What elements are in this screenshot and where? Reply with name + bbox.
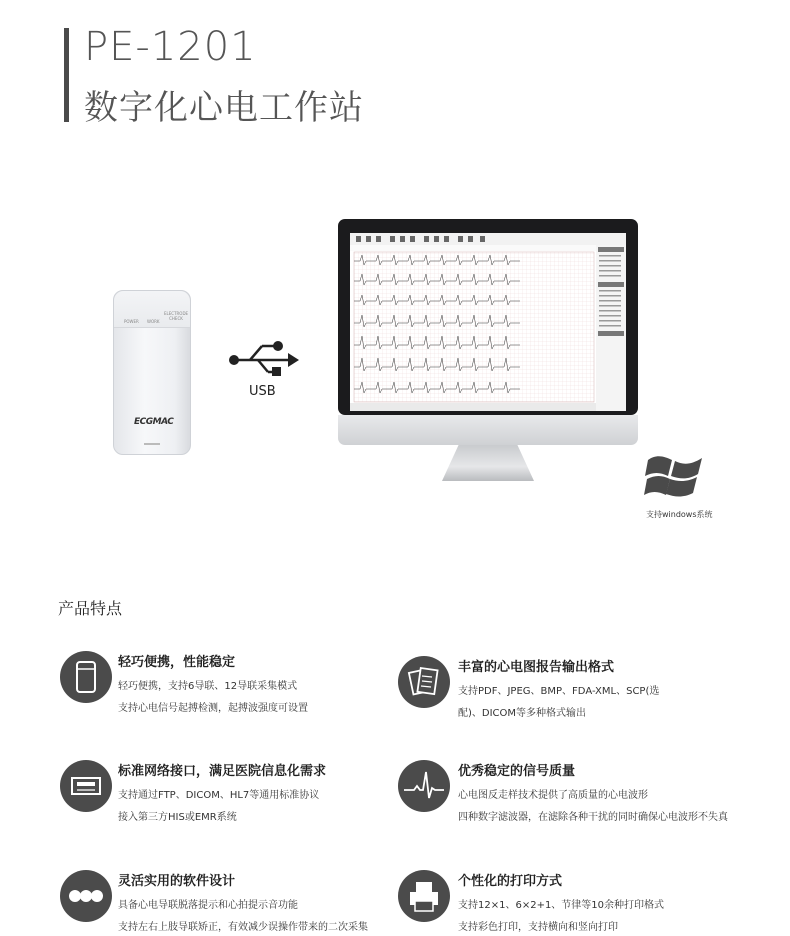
feature-description: 轻巧便携，支持6导联、12导联采集模式 (118, 681, 298, 692)
feature-description: 支持左右上肢导联矫正，有效减少误操作带来的二次采集 (118, 922, 368, 933)
device-logo: ECGMAC (134, 417, 174, 427)
feature-title: 标准网络接口，满足医院信息化需求 (118, 764, 327, 779)
feature-description: 支持通过FTP、DICOM、HL7等通用标准协议 (118, 790, 320, 801)
monitor-chin (338, 415, 638, 445)
feature-title: 丰富的心电图报告输出格式 (458, 660, 615, 675)
title-accent-bar (64, 28, 69, 122)
ecg-waveform-icon (398, 760, 450, 812)
ecg-software-screenshot (350, 233, 626, 411)
network-port-icon (60, 760, 112, 812)
device-led-label: POWER (124, 319, 139, 324)
report-documents-icon (398, 656, 450, 708)
product-name: 数字化心电工作站 (84, 88, 364, 128)
feature-description: 配)、DICOM等多种格式输出 (458, 708, 587, 719)
feature-title: 轻巧便携，性能稳定 (118, 655, 236, 670)
feature-description: 具备心电导联脱落提示和心拍提示音功能 (118, 900, 298, 911)
feature-description: 接入第三方HIS或EMR系统 (118, 812, 237, 823)
monitor (338, 219, 638, 445)
portable-device-icon (60, 651, 112, 703)
usb-icon (228, 340, 300, 384)
feature-description: 支持心电信号起搏检测，起搏波强度可设置 (118, 703, 308, 714)
usb-label: USB (249, 384, 276, 399)
feature-description: 四种数字滤波器，在滤除各种干扰的同时确保心电波形不失真 (458, 812, 728, 823)
three-circles-icon (60, 870, 112, 922)
windows-logo-icon (644, 446, 706, 510)
device-led-label: ELECTRODE CHECK (164, 311, 189, 321)
feature-title: 优秀稳定的信号质量 (458, 764, 576, 779)
feature-title: 灵活实用的软件设计 (118, 874, 236, 889)
device-led-label: WORK (147, 319, 160, 324)
ecg-software-screen (350, 233, 626, 411)
feature-description: 心电图反走样技术提供了高质量的心电波形 (458, 790, 648, 801)
ecg-acquisition-device (113, 290, 191, 455)
monitor-stand (442, 445, 534, 481)
printer-icon (398, 870, 450, 922)
feature-description: 支持彩色打印，支持横向和竖向打印 (458, 922, 618, 933)
windows-support-label: 支持windows系统 (646, 510, 713, 519)
features-section-title: 产品特点 (58, 599, 123, 618)
product-model: PE-1201 (84, 24, 257, 70)
feature-description: 支持12×1、6×2+1、节律等10余种打印格式 (458, 900, 665, 911)
feature-title: 个性化的打印方式 (458, 874, 563, 889)
feature-description: 支持PDF、JPEG、BMP、FDA-XML、SCP(选 (458, 686, 660, 697)
device-slot (144, 443, 160, 445)
